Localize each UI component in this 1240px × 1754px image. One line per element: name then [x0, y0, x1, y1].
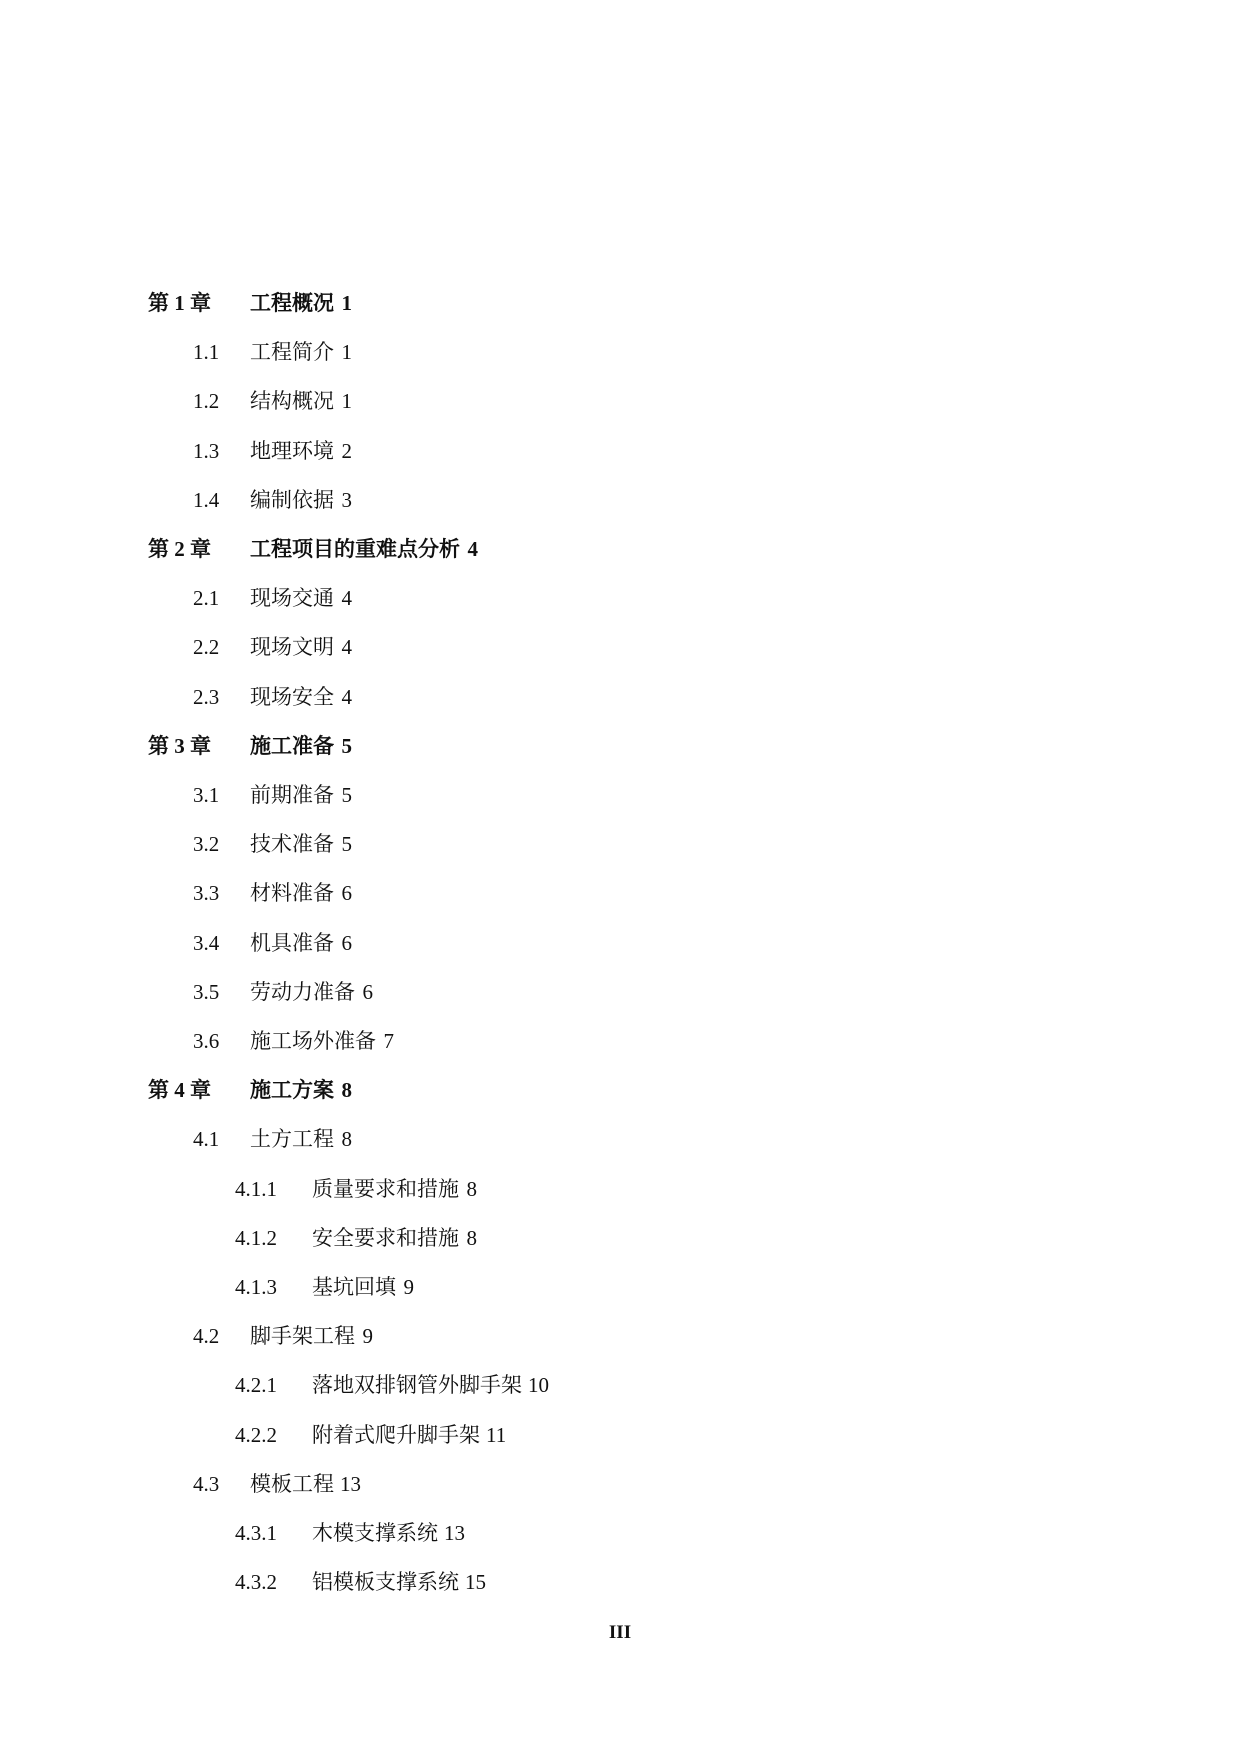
- toc-entry-page: 8: [466, 1177, 477, 1201]
- toc-entry-page: 1: [341, 340, 352, 364]
- toc-entry-page: 5: [341, 734, 352, 758]
- toc-entry-title: 结构概况: [250, 389, 334, 413]
- toc-entry-title: 施工方案: [250, 1078, 334, 1102]
- toc-entry-title: 落地双排钢管外脚手架: [312, 1373, 522, 1397]
- toc-entry-page: 8: [341, 1078, 352, 1102]
- toc-entry-page: 2: [341, 439, 352, 463]
- toc-entry-number: 3.5: [193, 980, 220, 1004]
- toc-entry-number: 3.2: [193, 832, 220, 856]
- toc-entry-page: 7: [383, 1029, 394, 1053]
- toc-entry-title: 现场交通: [250, 586, 334, 610]
- toc-entry-number: 4.1: [193, 1127, 220, 1151]
- toc-entry-page: 4: [341, 586, 352, 610]
- toc-entry-number: 4.3.2: [235, 1570, 277, 1594]
- toc-entry-title: 工程简介: [250, 340, 334, 364]
- toc-entry-title: 基坑回填: [312, 1275, 396, 1299]
- toc-entry-title: 质量要求和措施: [312, 1177, 459, 1201]
- toc-entry-number: 3.6: [193, 1029, 220, 1053]
- toc-entry-page: 1: [341, 291, 352, 315]
- toc-entry-page: 5: [341, 783, 352, 807]
- toc-entry-number: 4.2: [193, 1324, 220, 1348]
- page-number-footer: III: [608, 1622, 632, 1643]
- toc-entry-page: 13: [340, 1472, 361, 1496]
- toc-entry-page: 11: [486, 1423, 507, 1447]
- toc-entry-title: 材料准备: [250, 881, 334, 905]
- toc-entry-title: 编制依据: [250, 488, 334, 512]
- toc-entry-page: 9: [403, 1275, 414, 1299]
- toc-entry-number: 2.3: [193, 685, 220, 709]
- toc-entry-number: 第 1 章: [148, 291, 211, 315]
- toc-entry-title: 现场文明: [250, 635, 334, 659]
- toc-entry-number: 3.4: [193, 931, 220, 955]
- toc-entry-title: 现场安全: [250, 685, 334, 709]
- toc-entry-number: 1.4: [193, 488, 220, 512]
- toc-entry-title: 机具准备: [250, 931, 334, 955]
- toc-entry-title: 模板工程: [250, 1472, 334, 1496]
- toc-entry-number: 4.2.2: [235, 1423, 277, 1447]
- toc-entry-title: 技术准备: [250, 832, 334, 856]
- toc-entry-page: 8: [341, 1127, 352, 1151]
- toc-entry-page: 6: [341, 881, 352, 905]
- toc-entry-title: 脚手架工程: [250, 1324, 355, 1348]
- toc-entry-page: 5: [341, 832, 352, 856]
- toc-entry-page: 4: [341, 635, 352, 659]
- toc-entry-number: 4.1.2: [235, 1226, 277, 1250]
- toc-entry-page: 4: [341, 685, 352, 709]
- toc-entry-number: 1.3: [193, 439, 220, 463]
- toc-entry-page: 1: [341, 389, 352, 413]
- toc-entry-number: 第 2 章: [148, 537, 211, 561]
- toc-entry-page: 15: [465, 1570, 486, 1594]
- toc-entry-title: 附着式爬升脚手架: [312, 1423, 480, 1447]
- toc-entry-title: 木模支撑系统: [312, 1521, 438, 1545]
- toc-entry-number: 3.3: [193, 881, 220, 905]
- toc-entry-title: 工程项目的重难点分析: [250, 537, 460, 561]
- toc-entry-number: 4.1.3: [235, 1275, 277, 1299]
- toc-entry-title: 土方工程: [250, 1127, 334, 1151]
- toc-entry-title: 施工准备: [250, 734, 334, 758]
- toc-entry-number: 4.3: [193, 1472, 220, 1496]
- toc-entry-title: 施工场外准备: [250, 1029, 376, 1053]
- toc-entry-number: 2.1: [193, 586, 220, 610]
- toc-entry-page: 8: [466, 1226, 477, 1250]
- toc-entry-number: 3.1: [193, 783, 220, 807]
- toc-entry-page: 3: [341, 488, 352, 512]
- toc-entry-number: 4.3.1: [235, 1521, 277, 1545]
- toc-entry-page: 13: [444, 1521, 465, 1545]
- toc-entry-page: 6: [341, 931, 352, 955]
- toc-entry-title: 地理环境: [250, 439, 334, 463]
- toc-entry-page: 9: [362, 1324, 373, 1348]
- toc-entry-page: 4: [467, 537, 478, 561]
- toc-entry-number: 第 4 章: [148, 1078, 211, 1102]
- toc-entry-title: 工程概况: [250, 291, 334, 315]
- toc-entry-title: 安全要求和措施: [312, 1226, 459, 1250]
- toc-entry-number: 2.2: [193, 635, 220, 659]
- toc-entry-number: 第 3 章: [148, 734, 211, 758]
- toc-entry-number: 1.1: [193, 340, 220, 364]
- toc-entry-number: 4.1.1: [235, 1177, 277, 1201]
- toc-entry-title: 铝模板支撑系统: [312, 1570, 459, 1594]
- toc-entry-title: 前期准备: [250, 783, 334, 807]
- toc-entry-page: 10: [528, 1373, 549, 1397]
- toc-entry-page: 6: [362, 980, 373, 1004]
- toc-entry-title: 劳动力准备: [250, 980, 355, 1004]
- toc-entry-number: 4.2.1: [235, 1373, 277, 1397]
- toc-entry-number: 1.2: [193, 389, 220, 413]
